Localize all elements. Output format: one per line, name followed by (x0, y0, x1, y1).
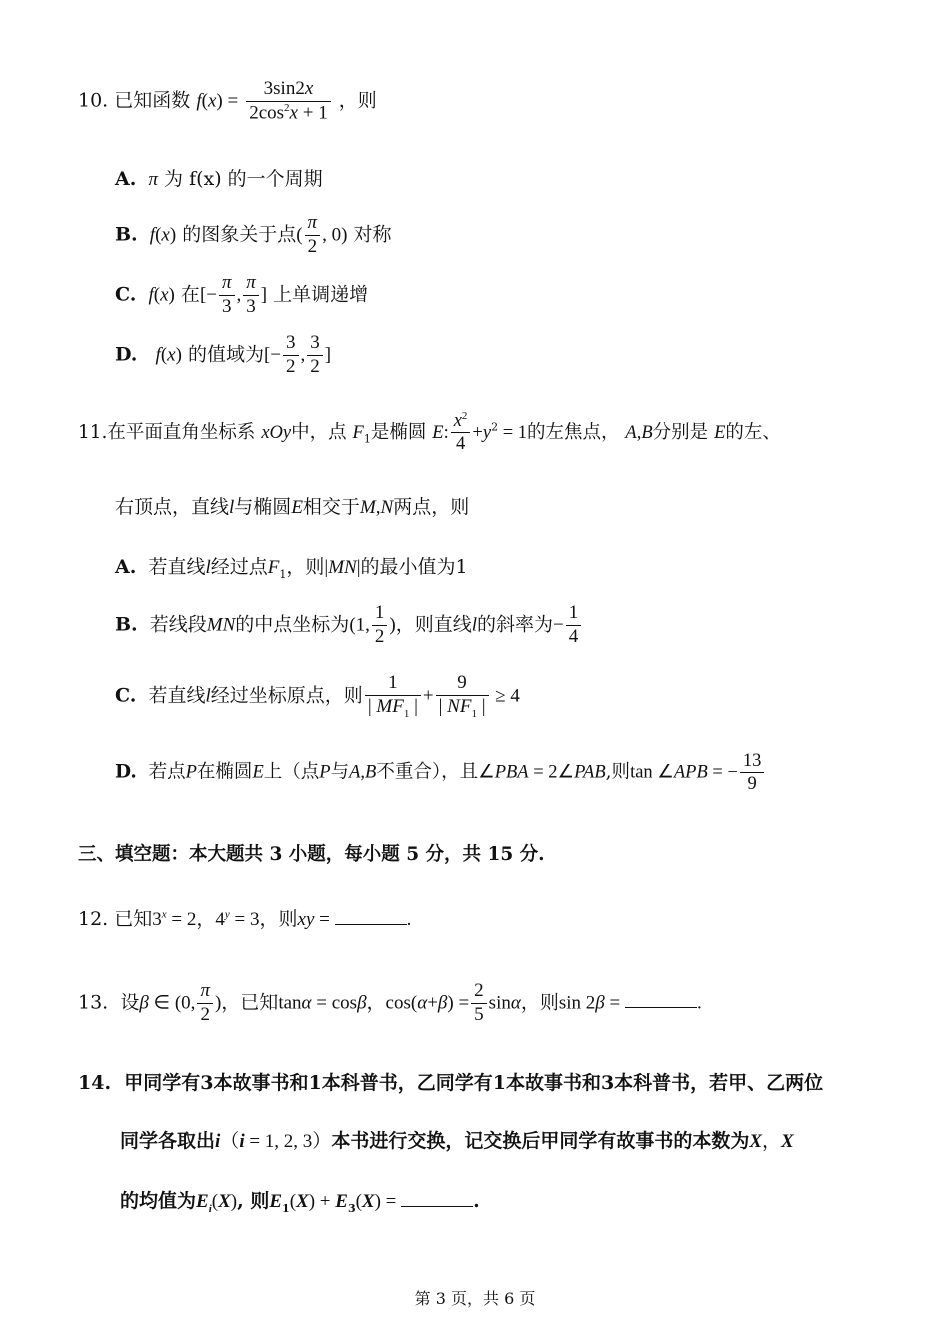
q13: 13. 设β ∈ (0, $\frac{\pi}{2}$ )，已知tanα = cosβ，cos(α+β) = $\frac{2}{5}$ sinα，则sin 2β = . (78, 980, 702, 1025)
option-text: ,则 (605, 761, 631, 783)
stem-text: ， (196, 908, 216, 930)
q10-option-d: D. f(x) 的值域为[− $\frac{3}{2}$ , $\frac{3}{2}$ ] (115, 332, 332, 377)
option-text-post: 对称 (353, 223, 392, 246)
option-text: ，则 (286, 556, 325, 578)
stem-text: 甲同学有3本故事书和1本科普书，乙同学有1本故事书和3本科普书，若甲、乙两位 (124, 1072, 824, 1094)
q10-option-a: A. π 为 f(x) 的一个周期 (115, 168, 323, 190)
option-text: 在 (180, 283, 200, 306)
stem-text: 右顶点，直线 (115, 496, 230, 518)
q11-option-d: D. 若点P在椭圆E上（点P与A,B不重合），且∠PBA = 2∠PAB,则tan ∠APB = − $\frac{13}{9}$ (115, 750, 766, 795)
option-label: D. (115, 761, 137, 783)
q11-option-c: C. 若直线l经过坐标原点，则 $\frac{1}{| MF_1 |}$ + $\frac{9}{| NF_1 |}$ ≥ 4 (115, 672, 520, 720)
option-text: 若点 (148, 761, 186, 783)
q10-stem-text: 已知函数 (114, 89, 191, 112)
q11-number: 11. (78, 421, 108, 443)
option-text: 与 (330, 761, 350, 783)
stem-text: 是椭圆 (370, 421, 427, 443)
option-text: 为 f(x) 的一个周期 (164, 168, 323, 190)
option-text: 的值域为 (187, 343, 264, 366)
option-text: 的图象关于点 (182, 223, 297, 246)
option-label: A. (115, 556, 137, 578)
q10-stem: 10. 已知函数 f(x) = $\frac{3\sin 2x}{2\cos^2x + 1}$ ，则 (78, 78, 377, 124)
stem-text: 两点，则 (393, 496, 470, 518)
q14-line3: 的均值为$E_i(X)$, 则$E_1(X) + E_3(X)$ = . (120, 1190, 480, 1215)
stem-text: 已知 (114, 908, 153, 930)
section-3-title: 三、填空题：本大题共 3 小题，每小题 5 分，共 15 分. (78, 844, 545, 865)
q14-line1 (78, 1068, 823, 1095)
stem-text: , 则 (237, 1190, 270, 1212)
q12-number: 12. (78, 908, 109, 930)
option-text: 上（点 (263, 761, 320, 783)
option-text: 若线段 (149, 613, 207, 636)
q13-number: 13. (78, 991, 109, 1014)
q14-number: 14. (78, 1072, 112, 1094)
stem-text: 本书进行交换，记交换后甲同学有故事书的本数为 (331, 1130, 750, 1152)
answer-blank[interactable] (625, 993, 697, 1008)
q10-option-c: C. f(x) 在[− $\frac{\pi}{3}$ , $\frac{\pi}{3}$ ] 上单调递增 (115, 272, 369, 317)
stem-text: 的左、 (725, 421, 781, 443)
option-label: A. (115, 168, 137, 190)
q10-option-b: B. f(x) 的图象关于点( $\frac{\pi}{2}$ , 0) 对称 (115, 212, 392, 257)
q11-option-a: A. 若直线l经过点$F_1$，则|MN|的最小值为1 (115, 556, 468, 581)
stem-text: 与椭圆 (234, 496, 292, 518)
option-text: 经过点 (210, 556, 268, 578)
stem-text: 在平面直角坐标系 (107, 421, 256, 443)
page-footer: 第 3 页，共 6 页 (414, 1289, 536, 1308)
option-text: 的最小值为1 (360, 556, 468, 578)
stem-text: ，已知 (221, 991, 279, 1014)
stem-text: 相交于 (302, 496, 360, 518)
stem-text: 的均值为 (120, 1190, 197, 1212)
option-text: 经过坐标原点，则 (210, 684, 363, 707)
option-text: 若直线 (148, 556, 206, 578)
option-text: 若直线 (148, 684, 206, 707)
stem-text: ，则 (520, 991, 559, 1014)
stem-text: ， (366, 991, 386, 1014)
option-text: 在椭圆 (196, 761, 253, 783)
q10-stem-post: ，则 (338, 89, 377, 112)
option-label: D. (115, 343, 138, 366)
answer-blank[interactable] (335, 910, 407, 925)
q10-number: 10. (78, 89, 109, 112)
option-label: C. (115, 283, 137, 306)
option-text: ，则直线 (395, 613, 472, 636)
q11-stem-line2: 右顶点，直线l与椭圆E相交于M,N两点，则 (115, 496, 470, 518)
stem-text: 中，点 (291, 421, 347, 443)
stem-text: 的左焦点， (527, 421, 620, 443)
q12: 12. 已知$3^x = 2$，$4^y = 3$，则xy = . (78, 908, 412, 930)
option-text: 的斜率为 (477, 613, 554, 636)
stem-text: 同学各取出 (120, 1130, 216, 1152)
answer-blank[interactable] (401, 1192, 473, 1207)
q14-line2: 同学各取出i（i = 1, 2, 3）本书进行交换，记交换后甲同学有故事书的本数为X，X (120, 1130, 794, 1152)
q10-function-fraction: $\frac{3\sin 2x}{2\cos^2x + 1}$ (246, 78, 330, 125)
q11-option-b: B. 若线段MN的中点坐标为(1, $\frac{1}{2}$ )，则直线l的斜率为− $\frac{1}{4}$ (115, 602, 583, 649)
option-label: B. (115, 613, 138, 636)
option-label: B. (115, 223, 138, 246)
stem-text: ，则 (259, 908, 298, 930)
option-text-post: 上单调递增 (273, 283, 369, 306)
stem-text: 分别是 (652, 421, 709, 443)
q11-stem-line1: 11.在平面直角坐标系 xOy中，点 $F_1$是椭圆 E: $\frac{x^2}{4}$ $+y^2 = 1$的左焦点， A,B分别是 E的左、 (78, 410, 781, 455)
option-text: 不重合），且 (376, 761, 479, 783)
stem-text: 设 (120, 991, 140, 1014)
option-label: C. (115, 684, 137, 707)
option-text: 的中点坐标为 (235, 613, 350, 636)
